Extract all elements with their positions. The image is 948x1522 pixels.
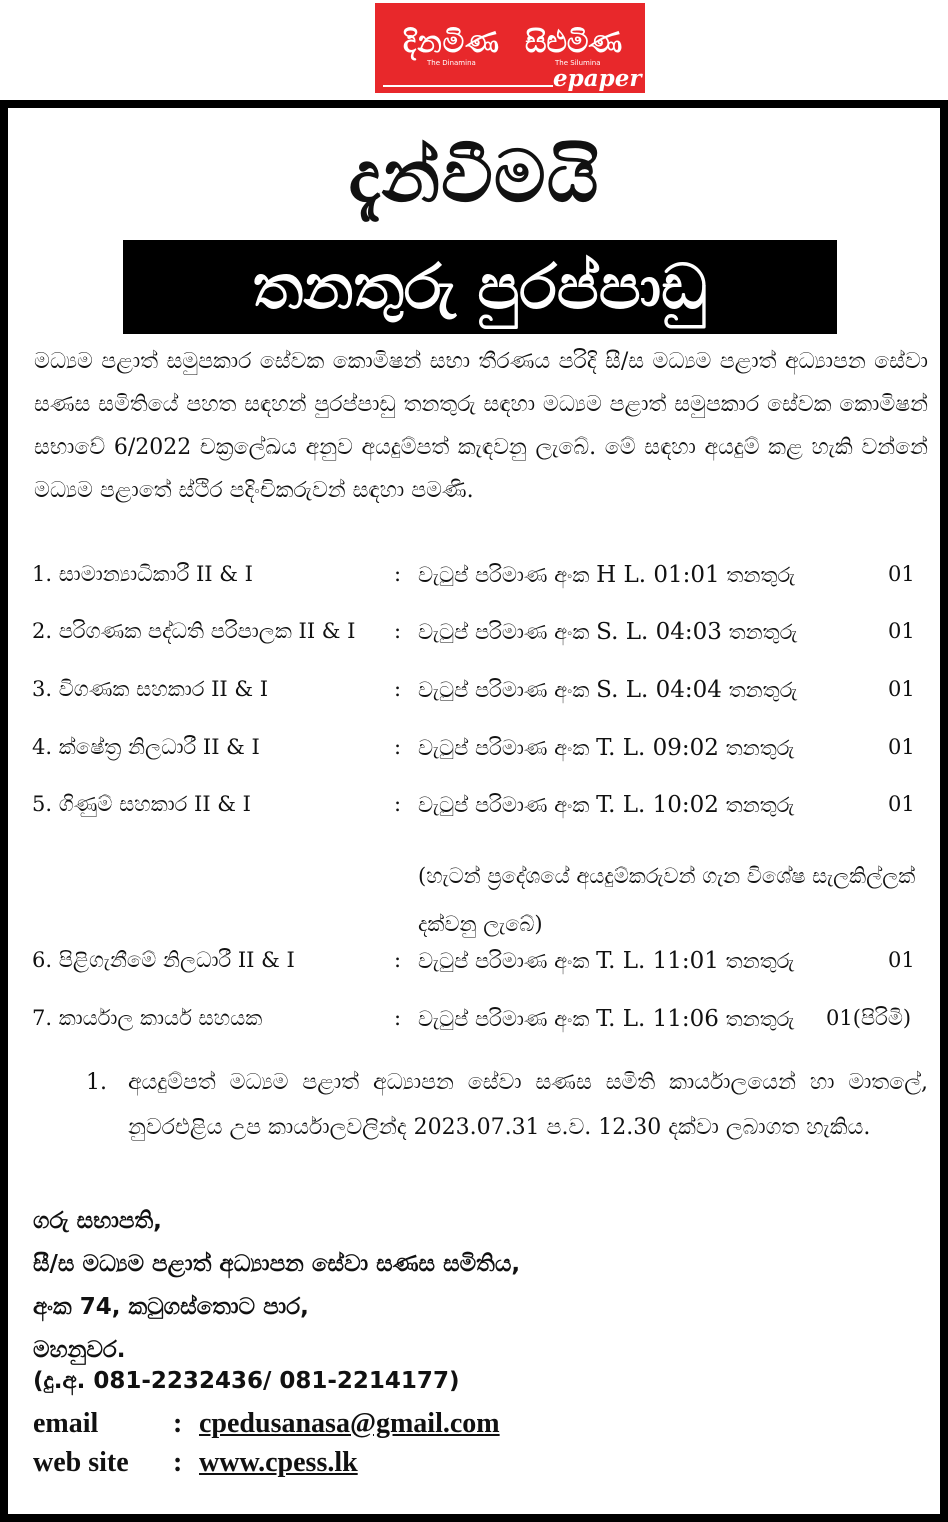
website-link[interactable]: www.cpess.lk <box>199 1447 358 1478</box>
address-line-4: මහනුවර. <box>33 1337 126 1363</box>
position-count: 01 <box>888 677 915 701</box>
position-unit: තනතුරු <box>726 563 796 587</box>
position-unit: තනතුරු <box>725 736 795 760</box>
position-row <box>32 735 928 769</box>
address-line-3: අංක 74, කටුගස්තොට පාර, <box>33 1294 309 1320</box>
position-salary <box>418 677 797 703</box>
position-colon: : <box>394 562 402 586</box>
email-link[interactable]: cpedusanasa@gmail.com <box>199 1408 500 1439</box>
position-name: 1. සාමාන්‍යාධිකාරී II & I <box>32 562 253 586</box>
address-line-2: සී/ස මධ්‍යම පළාත් අධ්‍යාපන සේවා සණස සමිතිය, <box>33 1251 521 1277</box>
position-salary <box>418 619 797 645</box>
salary-code: S. L. 04:03 <box>596 619 722 645</box>
position-name: 4. ක්ෂේත්‍ර නිලධාරී II & I <box>32 735 260 759</box>
position-unit: තනතුරු <box>728 620 798 644</box>
salary-code: S. L. 04:04 <box>596 677 722 703</box>
logo-sub-right: The Silumina <box>555 59 601 67</box>
salary-code: T. L. 11:01 <box>596 948 719 974</box>
position-salary <box>418 792 794 818</box>
position-unit: තනතුරු <box>725 793 795 817</box>
position-count: 01 <box>888 735 915 759</box>
position-unit: තනතුරු <box>728 678 798 702</box>
email-label: email <box>33 1408 99 1439</box>
salary-scale-label: වැටුප් පරිමාණ අංක <box>418 736 590 760</box>
position-count: 01 <box>888 948 915 972</box>
instruction-number: 1. <box>86 1070 107 1095</box>
logo-sub-left: The Dinamina <box>427 59 476 67</box>
phone-numbers: (දු.අ. 081-2232436/ 081-2214177) <box>33 1368 460 1394</box>
position-row <box>32 677 928 711</box>
salary-scale-label: වැටුප් පරිමාණ අංක <box>418 793 590 817</box>
logo-brand-left: දිනමිණ <box>403 25 500 60</box>
email-separator: : <box>173 1408 183 1439</box>
position-count: 01 <box>888 792 915 816</box>
instruction-text: අයදුම්පත් මධ්‍යම පළාත් අධ්‍යාපන සේවා සණස සමිති කාර්යාලයෙන් හා මාතලේ, නුවරඑළිය උප කාර්යාලවලින්ද 2023.07.31 ප.ව. 12.30 දක්වා ලබාගත හැකිය. <box>128 1070 928 1140</box>
position-salary <box>418 735 794 761</box>
position-name: 6. පිළිගැනීමේ නිලධාරී II & I <box>32 948 295 972</box>
position-name: 3. විගණක සහකාර II & I <box>32 677 269 701</box>
position-row <box>32 619 928 653</box>
position-row <box>32 1006 928 1040</box>
logo-underline <box>383 85 553 87</box>
position-name: 2. පරිගණක පද්ධති පරිපාලක II & I <box>32 619 356 643</box>
position-colon: : <box>394 1006 402 1030</box>
position-unit: තනතුරු <box>725 949 795 973</box>
salary-scale-label: වැටුප් පරිමාණ අංක <box>418 620 590 644</box>
salary-scale-label: වැටුප් පරිමාණ අංක <box>418 949 590 973</box>
position-count: 01 <box>888 562 915 586</box>
salary-code: T. L. 09:02 <box>596 735 719 761</box>
salary-scale-label: වැටුප් පරිමාණ අංක <box>418 563 590 587</box>
position-row <box>32 562 928 596</box>
logo-epaper: epaper <box>553 65 642 92</box>
vacancy-banner: තනතුරු පුරප්පාඩු <box>123 240 837 334</box>
position-colon: : <box>394 948 402 972</box>
position-name: 7. කාර්යාල කාර්ය සහයක <box>32 1006 263 1030</box>
page-title: දැන්වීමයි <box>348 134 600 218</box>
hatton-note: (හැටන් ප්‍රදේශයේ අයදුම්කරුවන් ගැන විශේෂ සැලකිල්ලක් දක්වනු ලැබේ) <box>418 864 916 936</box>
salary-scale-label: වැටුප් පරිමාණ අංක <box>418 678 590 702</box>
position-name: 5. ගිණුම් සහකාර II & I <box>32 792 251 816</box>
position-salary <box>418 1006 794 1032</box>
position-colon: : <box>394 735 402 759</box>
salary-code: T. L. 10:02 <box>596 792 719 818</box>
address-line-1: ගරු සභාපති, <box>33 1208 162 1234</box>
position-colon: : <box>394 792 402 816</box>
position-row <box>32 948 928 982</box>
position-count: 01(පිරිමි) <box>826 1006 912 1030</box>
newspaper-logo <box>375 3 645 93</box>
salary-code: H L. 01:01 <box>596 562 720 588</box>
address-block <box>33 1200 520 1372</box>
website-label: web site <box>33 1447 129 1478</box>
position-row <box>32 792 928 826</box>
logo-brand-right: සිළුමිණ <box>525 25 623 60</box>
position-unit: තනතුරු <box>725 1007 795 1031</box>
position-salary <box>418 948 794 974</box>
position-colon: : <box>394 619 402 643</box>
salary-code: T. L. 11:06 <box>596 1006 719 1032</box>
position-count: 01 <box>888 619 915 643</box>
salary-scale-label: වැටුප් පරිමාණ අංක <box>418 1007 590 1031</box>
website-separator: : <box>173 1447 183 1478</box>
position-salary <box>418 562 795 588</box>
intro-paragraph: මධ්‍යම පළාත් සමුපකාර සේවක කොමිෂන් සභා තීරණය පරිදි සී/ස මධ්‍යම පළාත් අධ්‍යාපන සේවා සණස සමිතියේ පහත සඳහන් පුරප්පාඩු තනතුරු සඳහා මධ්‍යම පළාත් සමුපකාර සේවක කොමිෂන් සභාවේ 6/2022 චක්‍රලේඛය අනුව අයදුම්පත් කැඳවනු ලැබේ. මේ සඳහා අයදුම් කළ හැකි වන්නේ මධ්‍යම පළාතේ ස්ථිර පදිංචිකරුවන් සඳහා පමණි. <box>34 349 928 503</box>
position-colon: : <box>394 677 402 701</box>
